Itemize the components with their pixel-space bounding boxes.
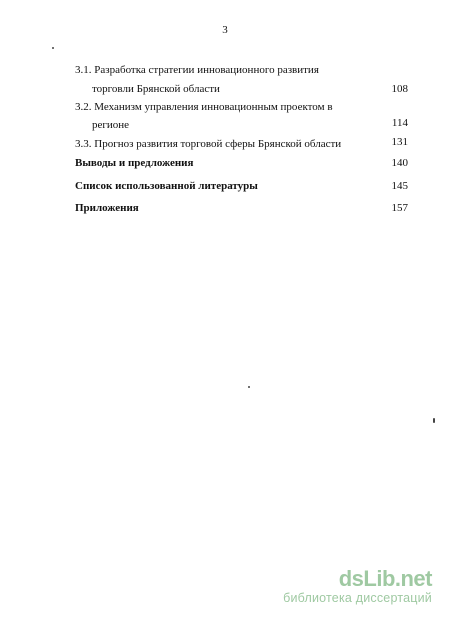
scan-speck [248, 386, 250, 388]
toc-page-bibliography: 145 [391, 180, 408, 192]
toc-page-3-3: 131 [391, 136, 408, 148]
watermark [283, 568, 432, 606]
toc-entry-3-2-line-1: 3.2. Механизм управления инновационным проектом в [75, 101, 333, 113]
scan-speck [52, 47, 54, 49]
watermark-logo: dsLib.net [338, 566, 432, 591]
toc-page-appendices: 157 [391, 202, 408, 214]
watermark-subtitle: библиотека диссертаций [283, 591, 432, 605]
toc-entry-3-2-line-2: регионе [92, 119, 130, 131]
toc-entry-3-1-line-2: торговли Брянской области [92, 83, 220, 95]
toc-entry-3-3: 3.3. Прогноз развития торговой сферы Брянской области [75, 138, 342, 150]
toc-page-3-2: 114 [391, 117, 408, 129]
scan-speck [433, 418, 435, 423]
toc-entry-appendices: Приложения [75, 202, 139, 214]
toc-page-3-1: 108 [391, 83, 408, 95]
toc-page-conclusions: 140 [391, 157, 408, 169]
page-number: 3 [222, 24, 228, 36]
toc-entry-3-1-line-1: 3.1. Разработка стратегии инновационного развития [75, 64, 319, 76]
toc-entry-bibliography: Список использованной литературы [75, 180, 258, 192]
toc-entry-conclusions: Выводы и предложения [75, 157, 194, 169]
